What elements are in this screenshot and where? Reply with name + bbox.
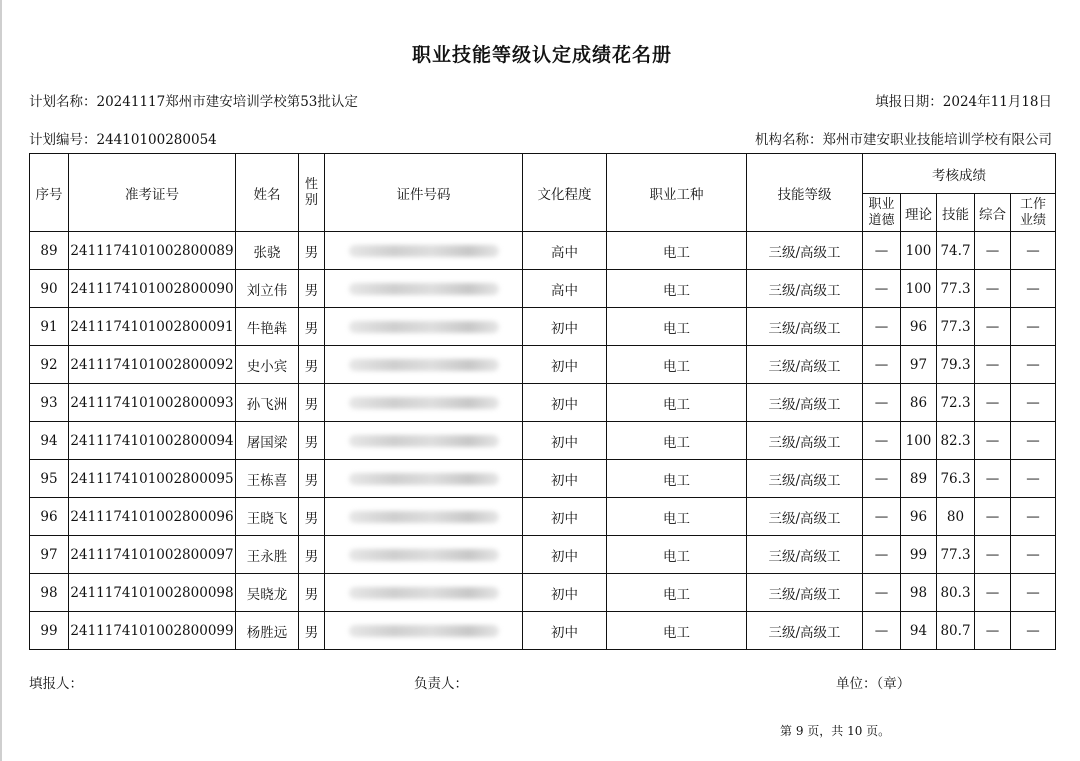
cell-job: 电工 bbox=[607, 612, 747, 650]
cell-seq: 98 bbox=[30, 574, 69, 612]
header-name: 姓名 bbox=[236, 154, 299, 232]
cell-overall: — bbox=[975, 612, 1011, 650]
cell-skill: 80.3 bbox=[937, 574, 975, 612]
cell-level: 三级/高级工 bbox=[747, 536, 863, 574]
cell-seq: 99 bbox=[30, 612, 69, 650]
cell-job: 电工 bbox=[607, 498, 747, 536]
cell-theory: 96 bbox=[901, 498, 937, 536]
redacted-id-blur bbox=[349, 587, 499, 599]
cell-job: 电工 bbox=[607, 346, 747, 384]
cell-level: 三级/高级工 bbox=[747, 308, 863, 346]
cell-education: 初中 bbox=[523, 612, 607, 650]
cell-job: 电工 bbox=[607, 232, 747, 270]
cell-id-redacted bbox=[325, 498, 523, 536]
cell-level: 三级/高级工 bbox=[747, 574, 863, 612]
cell-id-redacted bbox=[325, 346, 523, 384]
cell-overall: — bbox=[975, 270, 1011, 308]
cell-theory: 98 bbox=[901, 574, 937, 612]
header-job: 职业工种 bbox=[607, 154, 747, 232]
redacted-id-blur bbox=[349, 321, 499, 333]
header-education: 文化程度 bbox=[523, 154, 607, 232]
cell-education: 初中 bbox=[523, 536, 607, 574]
redacted-id-blur bbox=[349, 435, 499, 447]
redacted-id-blur bbox=[349, 625, 499, 637]
cell-education: 初中 bbox=[523, 574, 607, 612]
cell-work: — bbox=[1011, 460, 1056, 498]
cell-job: 电工 bbox=[607, 536, 747, 574]
cell-seq: 89 bbox=[30, 232, 69, 270]
cell-work: — bbox=[1011, 308, 1056, 346]
cell-education: 初中 bbox=[523, 422, 607, 460]
cell-work: — bbox=[1011, 612, 1056, 650]
plan-name bbox=[29, 90, 358, 110]
cell-ethics: — bbox=[863, 308, 901, 346]
cell-overall: — bbox=[975, 574, 1011, 612]
cell-id-redacted bbox=[325, 422, 523, 460]
cell-job: 电工 bbox=[607, 270, 747, 308]
cell-theory: 100 bbox=[901, 422, 937, 460]
cell-gender: 男 bbox=[299, 232, 325, 270]
table-row bbox=[30, 270, 1056, 308]
cell-ethics: — bbox=[863, 384, 901, 422]
footer-responsible: 负责人： bbox=[414, 676, 468, 692]
cell-theory: 94 bbox=[901, 612, 937, 650]
cell-id-redacted bbox=[325, 460, 523, 498]
cell-education: 初中 bbox=[523, 308, 607, 346]
cell-skill: 77.3 bbox=[937, 308, 975, 346]
cell-overall: — bbox=[975, 498, 1011, 536]
cell-exam-no: 2411174101002800097 bbox=[69, 536, 236, 574]
cell-ethics: — bbox=[863, 270, 901, 308]
cell-ethics: — bbox=[863, 612, 901, 650]
redacted-id-blur bbox=[349, 511, 499, 523]
cell-seq: 96 bbox=[30, 498, 69, 536]
cell-id-redacted bbox=[325, 308, 523, 346]
cell-gender: 男 bbox=[299, 384, 325, 422]
cell-exam-no: 2411174101002800090 bbox=[69, 270, 236, 308]
cell-work: — bbox=[1011, 384, 1056, 422]
header-work: 工作业绩 bbox=[1011, 194, 1056, 232]
table-row bbox=[30, 232, 1056, 270]
cell-seq: 92 bbox=[30, 346, 69, 384]
cell-overall: — bbox=[975, 346, 1011, 384]
header-gender: 性别 bbox=[299, 154, 325, 232]
cell-exam-no: 2411174101002800099 bbox=[69, 612, 236, 650]
cell-theory: 97 bbox=[901, 346, 937, 384]
footer-unit: 单位：（章） bbox=[836, 676, 911, 692]
header-scores: 考核成绩 bbox=[863, 154, 1056, 194]
roster-table bbox=[29, 153, 1056, 650]
cell-level: 三级/高级工 bbox=[747, 232, 863, 270]
cell-id-redacted bbox=[325, 270, 523, 308]
redacted-id-blur bbox=[349, 473, 499, 485]
fill-date bbox=[875, 90, 1052, 110]
cell-level: 三级/高级工 bbox=[747, 498, 863, 536]
header-overall: 综合 bbox=[975, 194, 1011, 232]
page-title: 职业技能等级认定成绩花名册 bbox=[411, 44, 672, 66]
cell-gender: 男 bbox=[299, 498, 325, 536]
header-level: 技能等级 bbox=[747, 154, 863, 232]
header-id-no: 证件号码 bbox=[325, 154, 523, 232]
footer-filler: 填报人： bbox=[29, 676, 83, 692]
plan-number-label: 计划编号： bbox=[29, 132, 97, 148]
plan-number-value: 24410100280054 bbox=[96, 132, 217, 148]
cell-skill: 76.3 bbox=[937, 460, 975, 498]
cell-id-redacted bbox=[325, 536, 523, 574]
organization bbox=[755, 128, 1052, 148]
cell-theory: 99 bbox=[901, 536, 937, 574]
cell-id-redacted bbox=[325, 232, 523, 270]
cell-skill: 80 bbox=[937, 498, 975, 536]
cell-level: 三级/高级工 bbox=[747, 384, 863, 422]
redacted-id-blur bbox=[349, 549, 499, 561]
plan-name-value: 20241117郑州市建安培训学校第53批认定 bbox=[96, 94, 358, 110]
cell-level: 三级/高级工 bbox=[747, 270, 863, 308]
cell-name: 牛艳犇 bbox=[236, 308, 299, 346]
cell-name: 张骁 bbox=[236, 232, 299, 270]
cell-level: 三级/高级工 bbox=[747, 612, 863, 650]
header-exam-no: 准考证号 bbox=[69, 154, 236, 232]
cell-seq: 95 bbox=[30, 460, 69, 498]
cell-name: 王晓飞 bbox=[236, 498, 299, 536]
cell-exam-no: 2411174101002800091 bbox=[69, 308, 236, 346]
cell-theory: 86 bbox=[901, 384, 937, 422]
cell-education: 初中 bbox=[523, 498, 607, 536]
header-skill: 技能 bbox=[937, 194, 975, 232]
cell-name: 史小宾 bbox=[236, 346, 299, 384]
cell-skill: 79.3 bbox=[937, 346, 975, 384]
fill-date-label: 填报日期： bbox=[875, 94, 943, 110]
cell-gender: 男 bbox=[299, 270, 325, 308]
cell-work: — bbox=[1011, 574, 1056, 612]
cell-work: — bbox=[1011, 498, 1056, 536]
organization-label: 机构名称： bbox=[755, 132, 823, 148]
cell-job: 电工 bbox=[607, 574, 747, 612]
cell-gender: 男 bbox=[299, 308, 325, 346]
cell-overall: — bbox=[975, 422, 1011, 460]
table-row bbox=[30, 498, 1056, 536]
cell-exam-no: 2411174101002800096 bbox=[69, 498, 236, 536]
cell-theory: 100 bbox=[901, 270, 937, 308]
cell-gender: 男 bbox=[299, 422, 325, 460]
cell-skill: 80.7 bbox=[937, 612, 975, 650]
cell-job: 电工 bbox=[607, 384, 747, 422]
cell-seq: 90 bbox=[30, 270, 69, 308]
cell-skill: 77.3 bbox=[937, 536, 975, 574]
table-row bbox=[30, 612, 1056, 650]
cell-gender: 男 bbox=[299, 612, 325, 650]
cell-exam-no: 2411174101002800098 bbox=[69, 574, 236, 612]
cell-id-redacted bbox=[325, 574, 523, 612]
cell-theory: 96 bbox=[901, 308, 937, 346]
cell-skill: 77.3 bbox=[937, 270, 975, 308]
cell-seq: 91 bbox=[30, 308, 69, 346]
cell-ethics: — bbox=[863, 460, 901, 498]
cell-name: 杨胜远 bbox=[236, 612, 299, 650]
cell-name: 王栋喜 bbox=[236, 460, 299, 498]
table-row bbox=[30, 384, 1056, 422]
table-row bbox=[30, 346, 1056, 384]
cell-ethics: — bbox=[863, 346, 901, 384]
fill-date-value: 2024年11月18日 bbox=[942, 94, 1052, 110]
plan-number bbox=[29, 128, 217, 148]
cell-work: — bbox=[1011, 536, 1056, 574]
cell-ethics: — bbox=[863, 422, 901, 460]
cell-name: 刘立伟 bbox=[236, 270, 299, 308]
table-row bbox=[30, 460, 1056, 498]
header-theory: 理论 bbox=[901, 194, 937, 232]
cell-exam-no: 2411174101002800094 bbox=[69, 422, 236, 460]
cell-overall: — bbox=[975, 536, 1011, 574]
cell-exam-no: 2411174101002800089 bbox=[69, 232, 236, 270]
cell-exam-no: 2411174101002800092 bbox=[69, 346, 236, 384]
cell-education: 初中 bbox=[523, 384, 607, 422]
cell-skill: 82.3 bbox=[937, 422, 975, 460]
cell-name: 孙飞洲 bbox=[236, 384, 299, 422]
cell-skill: 74.7 bbox=[937, 232, 975, 270]
cell-education: 初中 bbox=[523, 460, 607, 498]
cell-work: — bbox=[1011, 270, 1056, 308]
plan-name-label: 计划名称： bbox=[29, 94, 97, 110]
cell-name: 屠国梁 bbox=[236, 422, 299, 460]
redacted-id-blur bbox=[349, 245, 499, 257]
cell-gender: 男 bbox=[299, 536, 325, 574]
cell-job: 电工 bbox=[607, 422, 747, 460]
redacted-id-blur bbox=[349, 283, 499, 295]
table-row bbox=[30, 574, 1056, 612]
header-seq: 序号 bbox=[30, 154, 69, 232]
cell-level: 三级/高级工 bbox=[747, 460, 863, 498]
cell-gender: 男 bbox=[299, 574, 325, 612]
cell-level: 三级/高级工 bbox=[747, 346, 863, 384]
cell-exam-no: 2411174101002800093 bbox=[69, 384, 236, 422]
cell-ethics: — bbox=[863, 574, 901, 612]
cell-work: — bbox=[1011, 422, 1056, 460]
table-row bbox=[30, 308, 1056, 346]
cell-job: 电工 bbox=[607, 460, 747, 498]
cell-gender: 男 bbox=[299, 460, 325, 498]
cell-id-redacted bbox=[325, 384, 523, 422]
cell-education: 初中 bbox=[523, 346, 607, 384]
cell-theory: 89 bbox=[901, 460, 937, 498]
cell-name: 王永胜 bbox=[236, 536, 299, 574]
cell-exam-no: 2411174101002800095 bbox=[69, 460, 236, 498]
cell-ethics: — bbox=[863, 232, 901, 270]
page-number: 第 9 页，共 10 页。 bbox=[780, 724, 891, 738]
cell-gender: 男 bbox=[299, 346, 325, 384]
cell-work: — bbox=[1011, 346, 1056, 384]
cell-job: 电工 bbox=[607, 308, 747, 346]
cell-ethics: — bbox=[863, 536, 901, 574]
table-row bbox=[30, 422, 1056, 460]
cell-name: 吴晓龙 bbox=[236, 574, 299, 612]
redacted-id-blur bbox=[349, 359, 499, 371]
cell-id-redacted bbox=[325, 612, 523, 650]
cell-theory: 100 bbox=[901, 232, 937, 270]
organization-value: 郑州市建安职业技能培训学校有限公司 bbox=[822, 132, 1052, 148]
cell-skill: 72.3 bbox=[937, 384, 975, 422]
table-row bbox=[30, 536, 1056, 574]
cell-seq: 94 bbox=[30, 422, 69, 460]
cell-work: — bbox=[1011, 232, 1056, 270]
cell-seq: 93 bbox=[30, 384, 69, 422]
cell-overall: — bbox=[975, 384, 1011, 422]
cell-ethics: — bbox=[863, 498, 901, 536]
header-ethics: 职业道德 bbox=[863, 194, 901, 232]
cell-overall: — bbox=[975, 460, 1011, 498]
cell-overall: — bbox=[975, 308, 1011, 346]
cell-education: 高中 bbox=[523, 270, 607, 308]
redacted-id-blur bbox=[349, 397, 499, 409]
cell-education: 高中 bbox=[523, 232, 607, 270]
cell-level: 三级/高级工 bbox=[747, 422, 863, 460]
cell-overall: — bbox=[975, 232, 1011, 270]
cell-seq: 97 bbox=[30, 536, 69, 574]
